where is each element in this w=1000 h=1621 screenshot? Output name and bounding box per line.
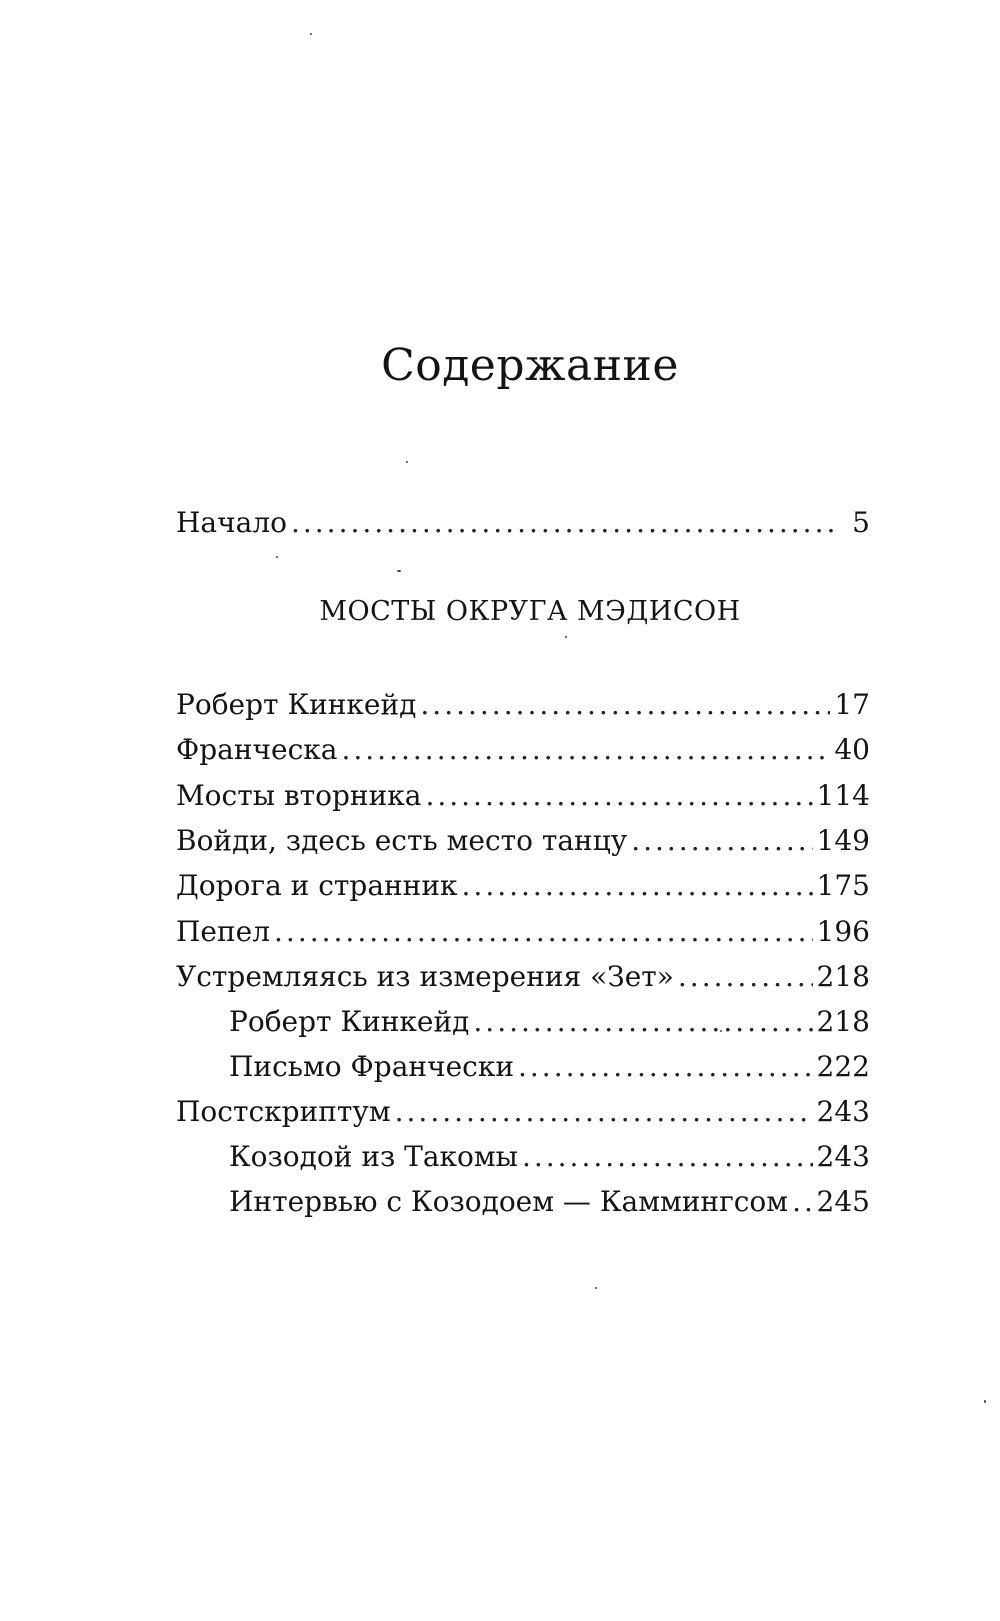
scan-speck (406, 461, 408, 463)
toc-leader-dots (792, 1182, 812, 1222)
toc-entry-page: 5 (852, 506, 870, 539)
scan-speck (397, 570, 401, 572)
toc-entry-label: Козодой из Такомы (229, 1140, 518, 1173)
toc-entry-page: 175 (816, 869, 870, 902)
toc-entry (176, 730, 870, 770)
scan-speck (720, 1030, 722, 1032)
toc-leader-dots (462, 866, 813, 906)
scan-speck (565, 636, 567, 638)
toc-entry-label: Мосты вторника (176, 779, 422, 812)
toc-leader-dots (473, 1002, 812, 1042)
toc-entry-label: Постскриптум (176, 1095, 391, 1128)
toc-subentry (229, 1047, 870, 1087)
toc-entry-label: Пепел (176, 915, 271, 948)
toc-leader-dots (395, 1092, 813, 1132)
scan-speck (276, 556, 278, 558)
toc-entry-page: 218 (816, 960, 870, 993)
toc-entry-intro (176, 503, 870, 543)
toc-entry-page: 243 (816, 1140, 870, 1173)
toc-entry (176, 957, 870, 997)
toc-entry-page: 196 (816, 915, 870, 948)
toc-subentry (229, 1137, 870, 1177)
toc-leader-dots (420, 685, 830, 725)
toc-entry-page: 222 (816, 1050, 870, 1083)
toc-entry (176, 821, 870, 861)
section-heading: МОСТЫ ОКРУГА МЭДИСОН (319, 596, 741, 627)
toc-entry (176, 685, 870, 725)
toc-entry-page: 245 (816, 1185, 870, 1218)
toc-entry-label: Устремляясь из измерения «Зет» (176, 960, 674, 993)
toc-leader-dots (274, 912, 813, 952)
toc-leader-dots (341, 730, 830, 770)
toc-entry-label: Дорога и странник (176, 869, 458, 902)
toc-entry (176, 776, 870, 816)
toc-entry (176, 866, 870, 906)
toc-entry-label: Интервью с Козодоем — Каммингсом (229, 1185, 789, 1218)
toc-entry-page: 17 (834, 688, 870, 721)
toc-subentry (229, 1002, 870, 1042)
toc-entry-page: 149 (816, 824, 870, 857)
toc-leader-dots (425, 776, 812, 816)
toc-entry-label: Франческа (176, 733, 338, 766)
toc-entry (176, 1092, 870, 1132)
page-title: Содержание (381, 340, 679, 391)
toc-entry-page: 114 (816, 779, 870, 812)
scan-speck (984, 1400, 986, 1403)
toc-leader-dots (291, 503, 836, 543)
toc-entry-page: 243 (816, 1095, 870, 1128)
toc-leader-dots (518, 1047, 813, 1087)
toc-leader-dots (522, 1137, 813, 1177)
scan-speck (595, 1287, 597, 1289)
toc-entry-page: 218 (816, 1005, 870, 1038)
scan-speck (310, 33, 312, 35)
toc-entry-label: Письмо Франчески (229, 1050, 514, 1083)
toc-entry-label: Роберт Кинкейд (229, 1005, 470, 1038)
toc-entry-label: Войди, здесь есть место танцу (176, 824, 628, 857)
toc-entry-label: Роберт Кинкейд (176, 688, 417, 721)
toc-entry (176, 912, 870, 952)
toc-entry-label: Начало (176, 506, 287, 539)
toc-leader-dots (631, 821, 812, 861)
toc-subentry (229, 1182, 870, 1222)
toc-entry-page: 40 (834, 733, 870, 766)
toc-leader-dots (678, 957, 813, 997)
